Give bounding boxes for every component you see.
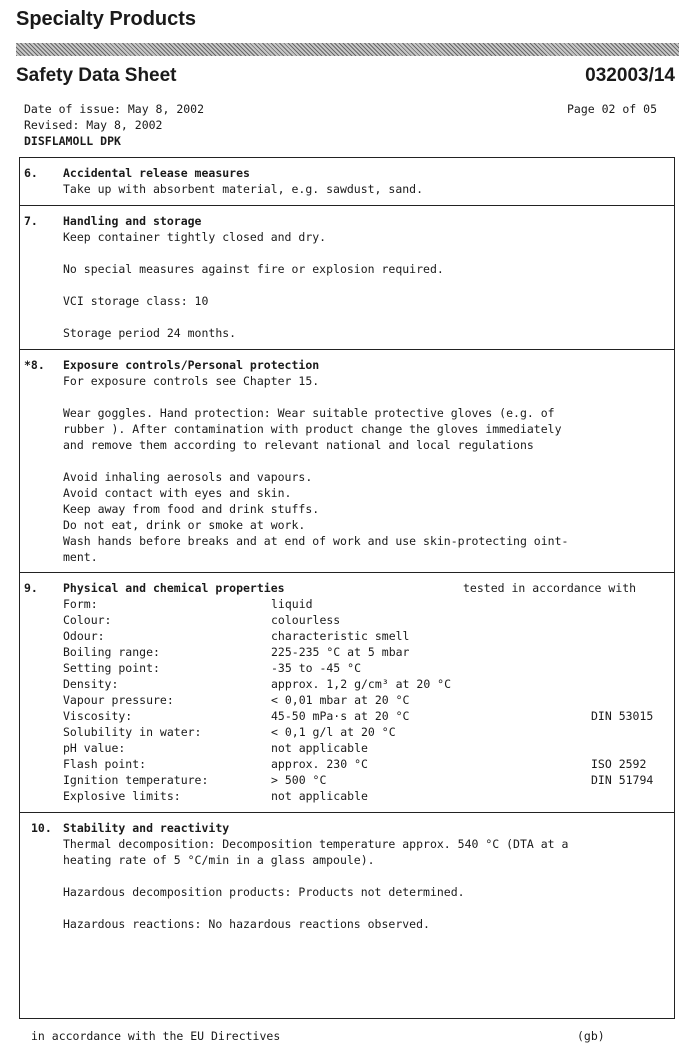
section-8-title: Exposure controls/Personal protection xyxy=(63,358,320,372)
section-8-line: For exposure controls see Chapter 15. xyxy=(63,374,320,388)
section-10-line: Hazardous decomposition products: Products not determined. xyxy=(63,885,465,899)
section-10-line: Thermal decomposition: Decomposition temperature approx. 540 °C (DTA at a xyxy=(63,837,569,851)
property-value: colourless xyxy=(271,613,341,627)
property-value: approx. 1,2 g/cm³ at 20 °C xyxy=(271,677,452,691)
section-9-number: 9. xyxy=(24,581,38,595)
document-title: Safety Data Sheet xyxy=(16,65,177,86)
property-value: liquid xyxy=(271,597,313,611)
property-value: approx. 230 °C xyxy=(271,757,368,771)
section-8-line: Avoid inhaling aerosols and vapours. xyxy=(63,470,313,484)
section-9-note: tested in accordance with xyxy=(463,581,637,595)
property-value: > 500 °C xyxy=(271,773,327,787)
property-value: 45-50 mPa·s at 20 °C xyxy=(271,709,410,723)
revised-date: Revised: May 8, 2002 xyxy=(24,118,163,132)
property-value: < 0,01 mbar at 20 °C xyxy=(271,693,410,707)
section-10-line: Hazardous reactions: No hazardous reactions observed. xyxy=(63,917,430,931)
property-label: Form: xyxy=(63,597,98,611)
property-label: Colour: xyxy=(63,613,112,627)
section-10-number: 10. xyxy=(31,821,52,835)
section-7-number: 7. xyxy=(24,214,38,228)
footer-directive: in accordance with the EU Directives xyxy=(31,1029,281,1043)
section-6-number: 6. xyxy=(24,166,38,180)
property-method: DIN 51794 xyxy=(591,773,654,787)
section-7-line: VCI storage class: 10 xyxy=(63,294,209,308)
section-8-line: ment. xyxy=(63,550,98,564)
company-name: Specialty Products xyxy=(16,8,197,30)
property-value: not applicable xyxy=(271,789,368,803)
section-divider xyxy=(19,349,675,350)
section-8-number: *8. xyxy=(24,358,45,372)
section-10-line: heating rate of 5 °C/min in a glass ampoule). xyxy=(63,853,375,867)
property-method: ISO 2592 xyxy=(591,757,647,771)
property-label: Density: xyxy=(63,677,119,691)
property-label: Vapour pressure: xyxy=(63,693,174,707)
section-8-line: Keep away from food and drink stuffs. xyxy=(63,502,320,516)
section-8-line: Do not eat, drink or smoke at work. xyxy=(63,518,306,532)
property-value: not applicable xyxy=(271,741,368,755)
footer-language: (gb) xyxy=(577,1029,605,1043)
page-indicator: Page 02 of 05 xyxy=(567,102,658,116)
section-8-line: Wear goggles. Hand protection: Wear suitable protective gloves (e.g. of xyxy=(63,406,555,420)
section-6-line: Take up with absorbent material, e.g. sawdust, sand. xyxy=(63,182,424,196)
property-label: Flash point: xyxy=(63,757,147,771)
property-label: Viscosity: xyxy=(63,709,133,723)
section-7-line: Storage period 24 months. xyxy=(63,326,237,340)
property-value: 225-235 °C at 5 mbar xyxy=(271,645,410,659)
property-label: Odour: xyxy=(63,629,105,643)
section-divider xyxy=(19,205,675,206)
section-7-line: No special measures against fire or explosion required. xyxy=(63,262,444,276)
section-8-line: Avoid contact with eyes and skin. xyxy=(63,486,292,500)
property-label: pH value: xyxy=(63,741,126,755)
section-divider xyxy=(19,812,675,813)
document-number: 032003/14 xyxy=(585,65,675,86)
section-9-title: Physical and chemical properties xyxy=(63,581,285,595)
property-label: Ignition temperature: xyxy=(63,773,209,787)
section-8-line: rubber ). After contamination with product change the gloves immediately xyxy=(63,422,562,436)
section-7-line: Keep container tightly closed and dry. xyxy=(63,230,327,244)
property-method: DIN 53015 xyxy=(591,709,654,723)
section-7-title: Handling and storage xyxy=(63,214,202,228)
section-8-line: and remove them according to relevant national and local regulations xyxy=(63,438,534,452)
section-6-title: Accidental release measures xyxy=(63,166,250,180)
property-label: Explosive limits: xyxy=(63,789,181,803)
section-10-title: Stability and reactivity xyxy=(63,821,230,835)
property-label: Solubility in water: xyxy=(63,725,202,739)
property-label: Setting point: xyxy=(63,661,160,675)
header-rule xyxy=(16,43,679,56)
date-of-issue: Date of issue: May 8, 2002 xyxy=(24,102,205,116)
product-name: DISFLAMOLL DPK xyxy=(24,134,121,148)
property-value: < 0,1 g/l at 20 °C xyxy=(271,725,396,739)
property-value: -35 to -45 °C xyxy=(271,661,362,675)
section-8-line: Wash hands before breaks and at end of work and use skin-protecting oint- xyxy=(63,534,569,548)
section-divider xyxy=(19,572,675,573)
property-value: characteristic smell xyxy=(271,629,410,643)
property-label: Boiling range: xyxy=(63,645,160,659)
